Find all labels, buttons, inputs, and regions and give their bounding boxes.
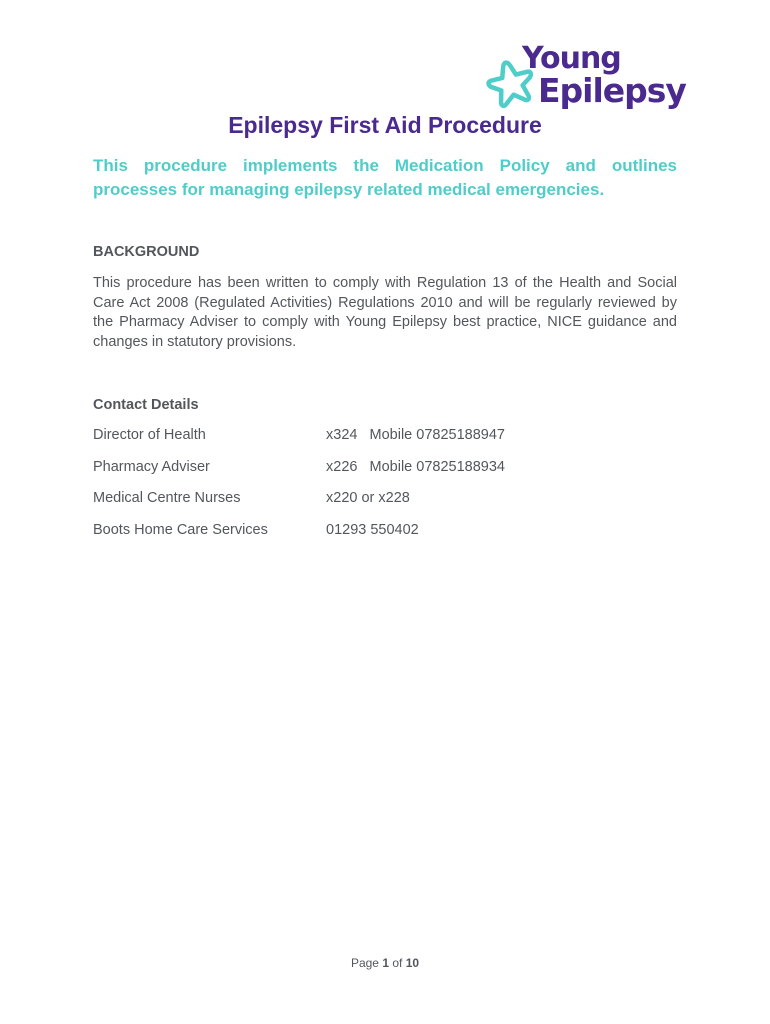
contact-details-list: [93, 427, 653, 553]
page-title: Epilepsy First Aid Procedure: [228, 112, 542, 138]
background-text: This procedure has been written to comply with Regulation 13 of the Health and Social Care Act 2008 (Regulated Activities) Regulations 2010 and will be regularly reviewed by the Pharmacy Adviser to comply with Young Epilepsy best practice, NICE guidance and changes in statutory provisions.: [93, 275, 677, 350]
intro-text: This procedure implements the Medication Policy and outlines processes for managing epilepsy related medical emergencies.: [93, 156, 677, 199]
of-word: of: [392, 956, 403, 970]
contact-row: [93, 522, 653, 554]
contact-number: x220 or x228: [326, 490, 410, 506]
contact-name: Pharmacy Adviser: [93, 458, 210, 475]
young-epilepsy-logo: [484, 42, 684, 112]
contact-row: [93, 427, 653, 459]
contact-name: Boots Home Care Services: [93, 521, 268, 538]
logo-word-epilepsy: Epilepsy: [538, 71, 686, 110]
page-total: 10: [405, 956, 420, 970]
logo-word-young: Young: [522, 41, 621, 76]
contact-name: Medical Centre Nurses: [93, 490, 241, 506]
background-heading: BACKGROUND: [93, 244, 200, 260]
page-footer: [0, 956, 770, 970]
contact-row: [93, 490, 653, 522]
contact-number: 01293 550402: [326, 521, 419, 538]
contact-details-heading: Contact Details: [93, 397, 199, 413]
contact-number: x226 Mobile 07825188934: [326, 458, 505, 475]
contact-name: Director of Health: [93, 427, 206, 443]
page-current: 1: [382, 956, 389, 970]
contact-row: [93, 459, 653, 491]
contact-number: x324 Mobile 07825188947: [326, 427, 505, 443]
page-word: Page: [350, 956, 379, 970]
